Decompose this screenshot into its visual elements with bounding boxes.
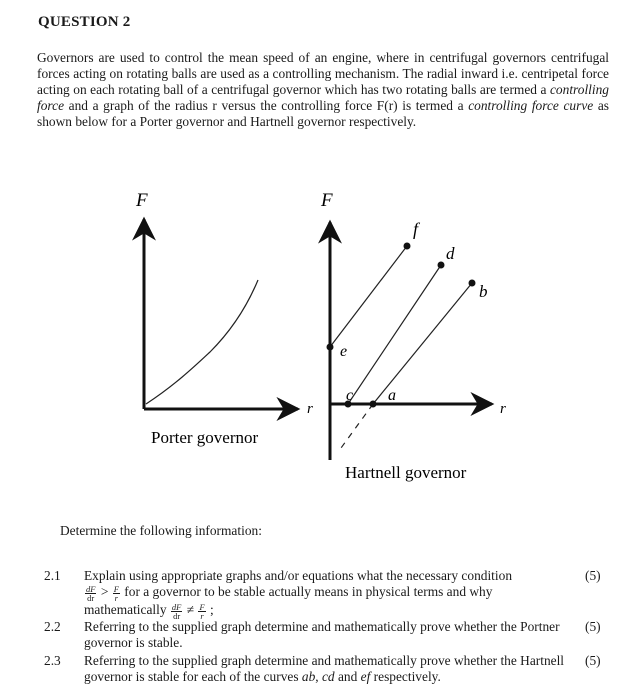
question-number: 2.3 (44, 653, 61, 668)
porter-caption: Porter governor (151, 428, 259, 447)
point-e (327, 344, 334, 351)
question-number: 2.1 (44, 568, 61, 583)
porter-y-label: F (136, 190, 148, 211)
label-b: b (479, 282, 488, 301)
fraction-dF-dr-2: $\frac{dF}{dr}$ (171, 602, 182, 621)
intro-text-2: and a graph of the radius r versus the controlling force F(r) is termed a (64, 98, 469, 114)
question-text: Explain using appropriate graphs and/or equations what the necessary condition $\frac{dF}{dr}$ > $\frac{F}{r}$ for a governor to be stable actually means in physical terms and why mathematically $\frac{dF}{dr}$ ≠ $\frac{F}{r}$ ; (84, 568, 513, 621)
fraction-F-r: $\frac{F}{r}$ (113, 584, 119, 603)
porter-curve (146, 280, 258, 404)
question-heading: QUESTION 2 (38, 14, 131, 30)
question-marks: (5) (585, 568, 601, 583)
intro-text-1: Governors are used to control the mean speed of an engine, where in centrifugal governors centrifugal forces acting on rotating balls are used as a controlling mechanism. The radial inward i.e. centripetal force acting on each rotating ball of a centrifugal governor which has two rotating balls are termed a (37, 50, 609, 98)
label-a: a (388, 387, 396, 404)
question-text: Referring to the supplied graph determine and mathematically prove whether the Portner governor is stable. (84, 619, 560, 650)
question-marks: (5) (585, 619, 601, 634)
label-f: f (413, 219, 419, 239)
fraction-dF-dr: $\frac{dF}{dr}$ (86, 584, 96, 603)
governor-graphs-figure (0, 180, 634, 500)
porter-graph (135, 190, 313, 447)
intro-paragraph (37, 50, 609, 130)
term-controlling-force-curve: controlling force curve (468, 98, 594, 114)
question-number: 2.2 (44, 619, 61, 634)
task-instruction: Determine the following information: (60, 523, 262, 538)
term-controlling-force: controlling force (37, 82, 609, 114)
label-e: e (340, 343, 348, 360)
dashed-extension (341, 404, 373, 448)
hartnell-y-label: F (321, 190, 333, 211)
point-d (438, 262, 445, 269)
question-text: Referring to the supplied graph determine and mathematically prove whether the Hartnell governor is stable for each of the curves ab, cd and ef respectively. (84, 653, 565, 684)
hartnell-caption: Hartnell governor (345, 463, 467, 482)
label-d: d (446, 244, 455, 263)
point-f (404, 243, 411, 250)
porter-x-label: r (307, 401, 313, 417)
intro-text-3: as shown below for a Porter governor and Hartnell governor respectively. (37, 98, 609, 130)
fraction-F-r-2: $\frac{F}{r}$ (199, 602, 205, 621)
point-b (469, 280, 476, 287)
point-a (370, 401, 377, 408)
curve-cd (348, 265, 441, 404)
curve-ef (330, 246, 407, 347)
hartnell-graph (320, 190, 506, 482)
hartnell-x-label: r (500, 401, 506, 417)
question-marks: (5) (585, 653, 601, 668)
label-c: c (346, 387, 354, 404)
